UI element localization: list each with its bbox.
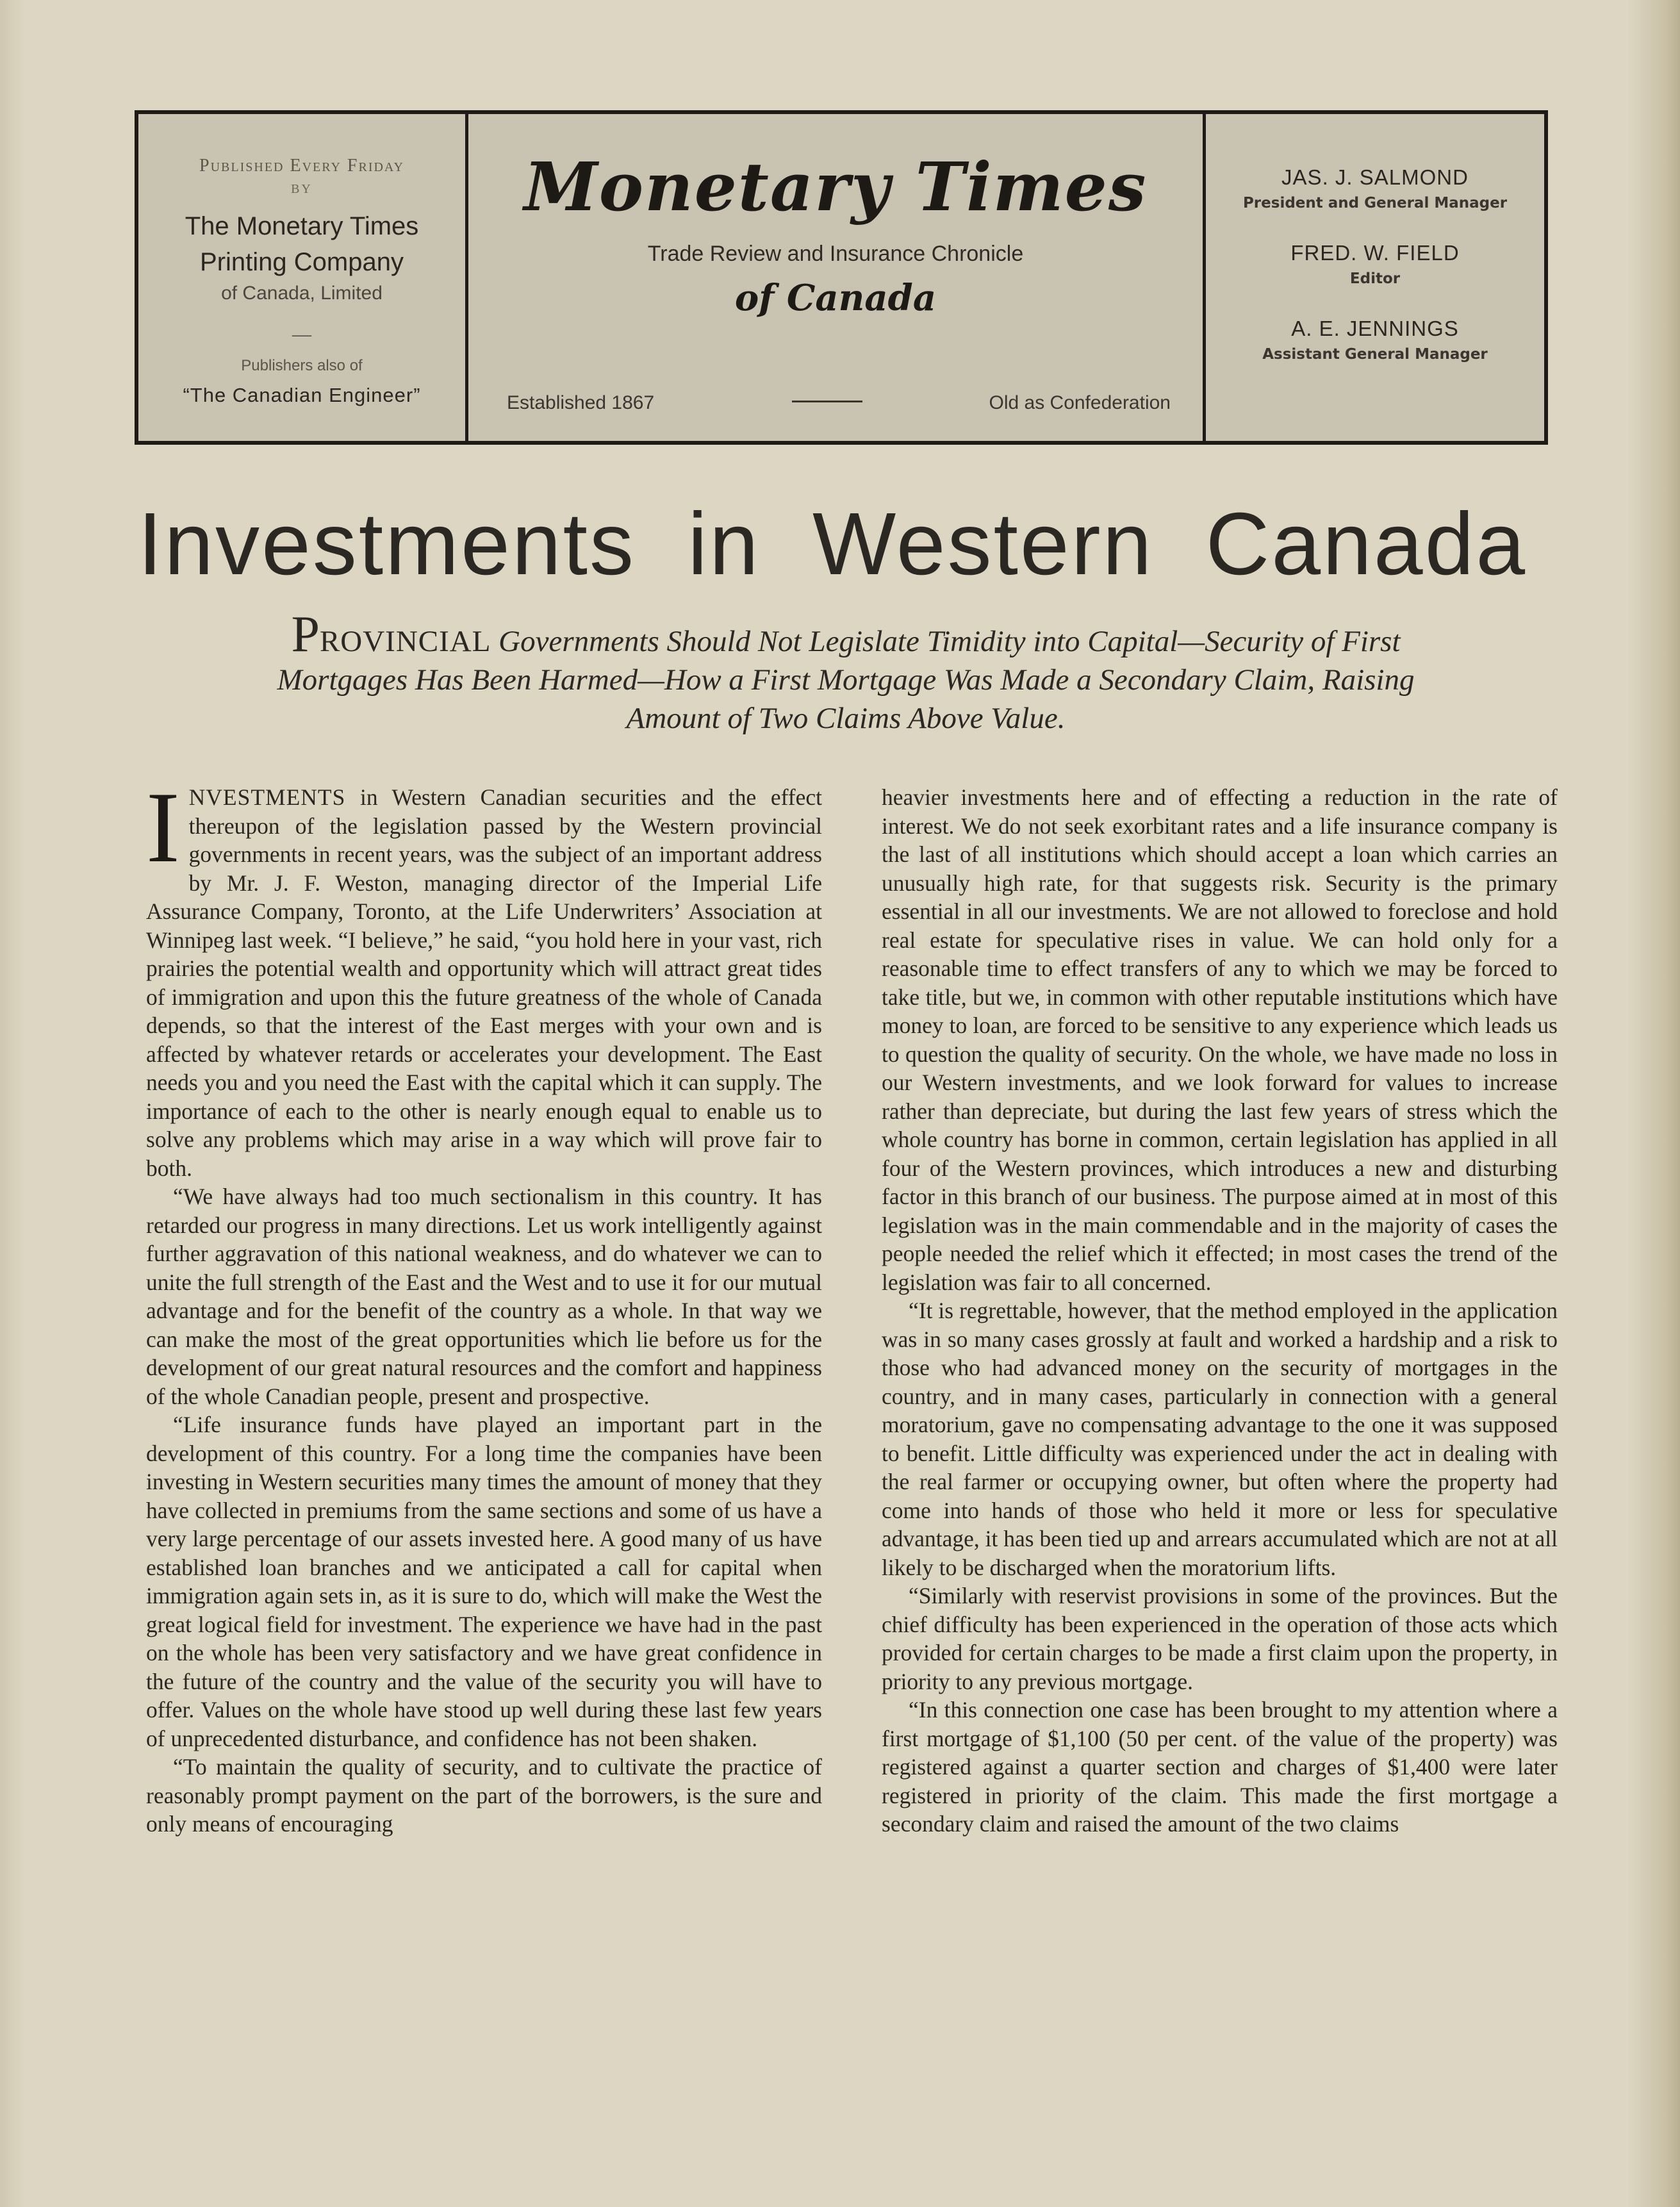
article-headline: Investments in Western Canada [138, 495, 1528, 593]
staff-title: President and General Manager [1242, 195, 1508, 211]
staff-name: A. E. JENNINGS [1291, 317, 1459, 340]
staff-name: FRED. W. FIELD [1290, 241, 1460, 265]
subhead-text: Governments Should Not Legislate Timidity into Capital—Security of First Mortgages Has Been Harmed—How a First Mortgage Was Made a Secondary Claim, Raising Amount of Two Claims Above Value. [277, 625, 1415, 735]
by-label: BY [291, 182, 313, 196]
newspaper-of-canada: of Canada [734, 277, 937, 319]
established-year: Established 1867 [507, 392, 655, 413]
article-column-right [882, 783, 1558, 1839]
staff-title: Assistant General Manager [1262, 346, 1488, 363]
staff-panel [1206, 114, 1544, 441]
newspaper-title: Monetary Times [523, 147, 1148, 226]
old-as-confederation: Old as Confederation [989, 392, 1171, 413]
title-panel [468, 114, 1206, 441]
staff-name: JAS. J. SALMOND [1281, 165, 1469, 189]
article-subhead [269, 606, 1422, 738]
publisher-divider: — [292, 324, 311, 345]
staff-title: Editor [1349, 270, 1401, 287]
article-paragraph: heavier investments here and of effecting a reduction in the rate of interest. We do not seek exorbitant rates and a life insurance company is the last of all institutions which should accept a loan which carries an unusually high rate, for that suggests risk. Security is the primary essential in all our investments. We are not allowed to foreclose and hold real estate for speculative rises in value. We can hold only for a reasonable time to effect transfers of any to which we may be forced to take title, but we, in common with other reputable institutions which have money to loan, are forced to be sensitive to any experience which leads us to question the quality of security. On the whole, we have made no loss in our Western investments, and we look forward for values to increase rather than depreciate, but during the last few years of stress which the whole country has borne in common, certain legislation has applied in all four of the Western provinces, which introduces a new and disturbing factor in this branch of our business. The purpose aimed at in most of this legislation was in the main commendable and in the majority of cases the people needed the relief which it effected; in most cases the trend of the legislation was fair to all concerned. [882, 784, 1558, 1295]
publisher-name-line3: of Canada, Limited [221, 283, 383, 304]
article-column-left [146, 772, 822, 1839]
subhead-caps: ROVINCIAL [319, 625, 491, 658]
published-every-friday: Published Every Friday [199, 156, 404, 176]
article-paragraph: “Similarly with reservist provisions in some of the provinces. But the chief difficulty has been experienced in the operation of those acts which provided for certain charges to be made a first claim upon the property, in priority to any previous mortgage. [882, 1583, 1558, 1694]
staff-entry [1206, 165, 1544, 211]
article-paragraph: “It is regrettable, however, that the method employed in the application was in so many cases grossly at fault and worked a hardship and a risk to those who had advanced money on the security of mortgages in the country, and in many cases, particularly in connection with a general moratorium, gave no compensating advantage to the one it was supposed to benefit. Little difficulty was experienced under the act in dealing with the real farmer or occupying owner, but often where the property had come into hands of those who held it more or less for speculative advantage, it has been tied up and arrears accumulated which are not at all likely to be discharged when the moratorium lifts. [882, 1298, 1558, 1580]
lead-caps: NVESTMENTS [188, 784, 346, 810]
publisher-name-line1: The Monetary Times [185, 212, 419, 240]
subhead-initial: P [291, 606, 320, 663]
staff-entry [1206, 241, 1544, 287]
drop-cap: I [146, 772, 180, 884]
paragraph-text: in Western Canadian securities and the effect thereupon of the legislation passed by the Western provincial governments in recent years, was the subject of an important address by Mr. J. F. Weston, managing director of the Imperial Life Assurance Company, Toronto, at the Life Underwriters’ Association at Winnipeg last week. “I believe,” he said, “you hold here in your vast, rich prairies the potential wealth and opportunity which will attract great tides of immigration and upon this the future greatness of the whole of Canada depends, so that the interest of the East merges with your own and is affected by whatever retards or accelerates your development. The East needs you and you need the East with the capital which it can supply. The importance of each to the other is nearly enough equal to enable us to solve any problems which may arise in a way which will prove fair to both. [146, 784, 822, 1181]
newspaper-tagline: Trade Review and Insurance Chronicle [647, 242, 1024, 266]
staff-entry [1206, 317, 1544, 363]
article-paragraph: “To maintain the quality of security, and to cultivate the practice of reasonably prompt payment on the part of the borrowers, is the sure and only means of encouraging [146, 1754, 822, 1837]
publisher-panel [138, 114, 468, 441]
masthead [135, 110, 1548, 445]
publishers-also-label: Publishers also of [241, 357, 363, 374]
article-paragraph: “Life insurance funds have played an important part in the development of this country. For a long time the companies have been investing in Western securities many times the amount of money that they have collected in premiums from the same sections and some of us have a very large percentage of our assets invested here. A good many of us have established loan branches and we anticipated a call for capital when immigration again sets in, as it is sure to do, which will make the West the great logical field for investment. The experience we have had in the past on the whole has been very satisfactory and we have great confidence in the future of the country and the value of the security you will have to offer. Values on the whole have stood up well during these last few years of unprecedented disturbance, and confidence has not been shaken. [146, 1412, 822, 1751]
title-rule [792, 401, 862, 402]
canadian-engineer-title: “The Canadian Engineer” [183, 384, 421, 406]
publisher-name-line2: Printing Company [200, 248, 404, 276]
article-paragraph: “We have always had too much sectionalism in this country. It has retarded our progress in many directions. Let us work intelligently against further aggravation of this national weakness, and do whatever we can to unite the full strength of the East and the West and to use it for our mutual advantage and for the benefit of the country as a whole. In that way we can make the most of the great opportunities which lie before us for the development of our great natural resources and the comfort and happiness of the whole Canadian people, present and prospective. [146, 1184, 822, 1409]
article-paragraph: “In this connection one case has been brought to my attention where a first mortgage of $1,100 (50 per cent. of the value of the property) was registered against a quarter section and charges of $1,400 were later registered in priority of the claim. This made the first mortgage a secondary claim and raised the amount of the two claims [882, 1697, 1558, 1837]
article-paragraph [146, 772, 822, 1182]
